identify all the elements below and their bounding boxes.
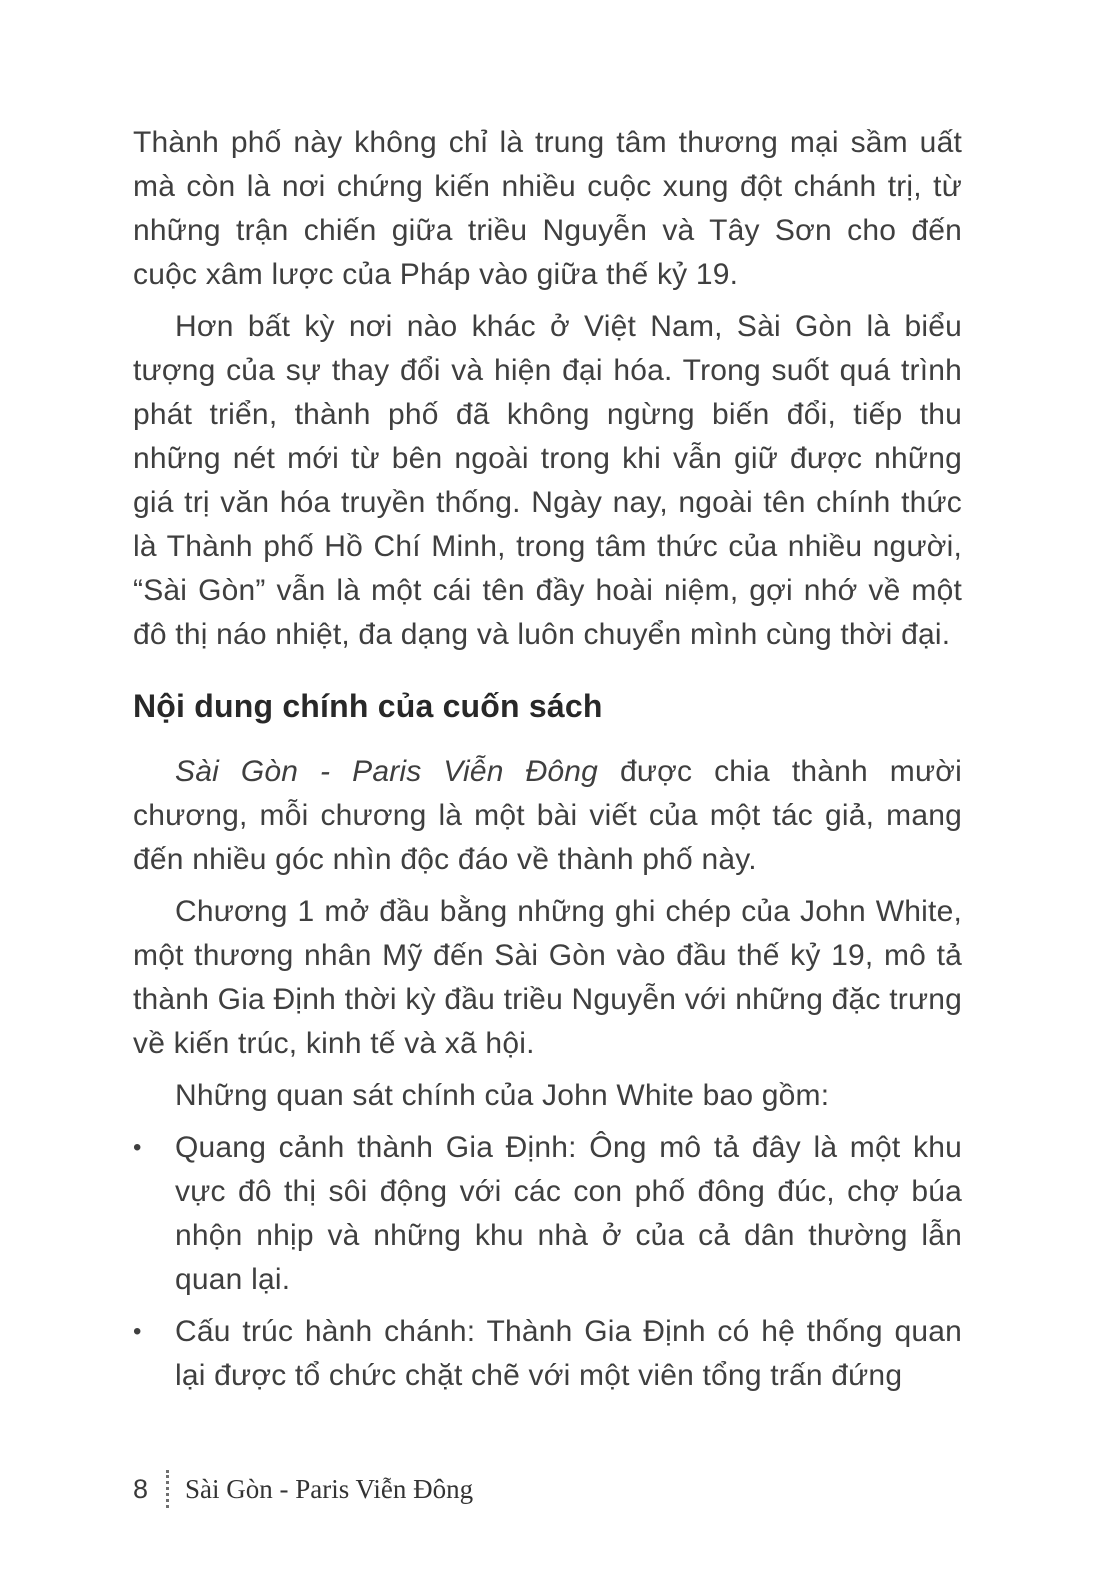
book-title-italic: Sài Gòn - Paris Viễn Đông	[175, 755, 599, 788]
paragraph-intro-continuation: Thành phố này không chỉ là trung tâm thương mại sầm uất mà còn là nơi chứng kiến nhiều cuộc xung đột chánh trị, từ những trận chiến giữa triều Nguyễn và Tây Sơn cho đến cuộc xâm lược của Pháp vào giữa thế kỷ 19.	[133, 126, 962, 291]
bullet-text-city-view: Quang cảnh thành Gia Định: Ông mô tả đây là một khu vực đô thị sôi động với các con phố đông đúc, chợ búa nhộn nhịp và những khu nhà ở của cả dân thường lẫn quan lại.	[175, 1131, 962, 1296]
list-item	[133, 1126, 962, 1302]
paragraph-saigon-symbol: Hơn bất kỳ nơi nào khác ở Việt Nam, Sài Gòn là biểu tượng của sự thay đổi và hiện đại hóa. Trong suốt quá trình phát triển, thành phố đã không ngừng biến đổi, tiếp thu những nét mới từ bên ngoài trong khi vẫn giữ được những giá trị văn hóa truyền thống. Ngày nay, ngoài tên chính thức là Thành phố Hồ Chí Minh, trong tâm thức của nhiều người, “Sài Gòn” vẫn là một cái tên đầy hoài niệm, gợi nhớ về một đô thị náo nhiệt, đa dạng và luôn chuyển mình cùng thời đại.	[133, 310, 962, 651]
bullet-icon: •	[133, 1134, 142, 1161]
bullet-icon: •	[133, 1318, 142, 1345]
page-footer	[133, 1470, 473, 1508]
list-item	[133, 1310, 962, 1398]
page-number: 8	[133, 1473, 149, 1504]
footer-dotted-divider	[166, 1470, 169, 1508]
section-heading-main-content: Nội dung chính của cuốn sách	[133, 688, 603, 724]
page-body	[133, 121, 962, 1398]
paragraph-book-overview	[133, 750, 962, 882]
paragraph-book-overview-rest: được chia thành mười chương, mỗi chương là một bài viết của một tác giả, mang đến nhiều góc nhìn độc đáo về thành phố này.	[133, 755, 962, 876]
observations-bullet-list	[133, 1126, 962, 1398]
footer-book-title: Sài Gòn - Paris Viễn Đông	[185, 1473, 474, 1504]
bullet-text-admin-structure: Cấu trúc hành chánh: Thành Gia Định có hệ thống quan lại được tổ chức chặt chẽ với một viên tổng trấn đứng	[175, 1315, 962, 1392]
paragraph-chapter1: Chương 1 mở đầu bằng những ghi chép của John White, một thương nhân Mỹ đến Sài Gòn vào đầu thế kỷ 19, mô tả thành Gia Định thời kỳ đầu triều Nguyễn với những đặc trưng về kiến trúc, kinh tế và xã hội.	[133, 895, 962, 1060]
paragraph-observations-intro: Những quan sát chính của John White bao gồm:	[175, 1079, 830, 1112]
